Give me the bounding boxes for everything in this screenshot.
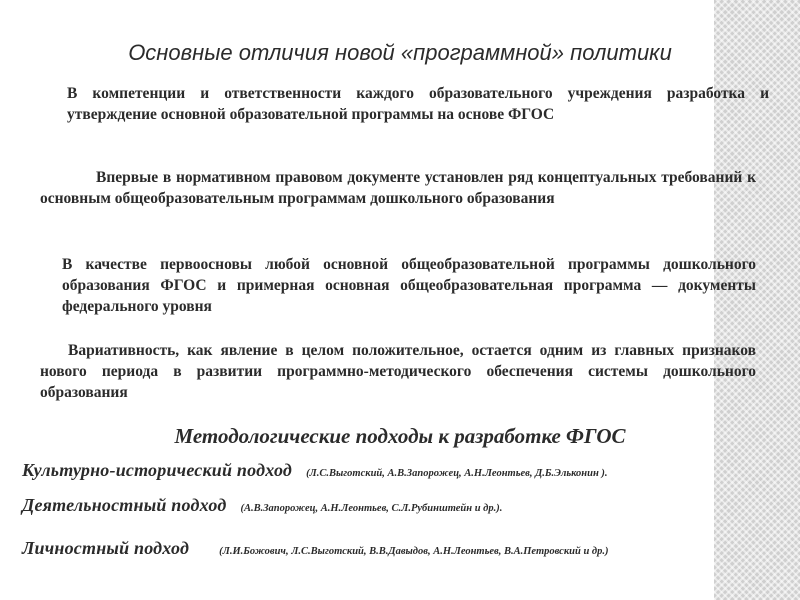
approach-item — [22, 495, 502, 516]
approach-name: Деятельностный подход — [22, 495, 227, 515]
bullet-text: В качестве первоосновы любой основной общеобразовательной программы дошкольного образования ФГОС и примерная основная общеобразовательная программа — документы федерального уровня — [62, 256, 756, 315]
bullet-item — [40, 340, 756, 403]
approach-item — [22, 460, 608, 481]
approach-authors: (Л.С.Выготский, А.В.Запорожец, А.Н.Леонтьев, Д.Б.Эльконин ). — [306, 468, 608, 479]
approach-name: Личностный подход — [22, 538, 190, 558]
approach-authors: (Л.И.Божович, Л.С.Выготский, В.В.Давыдов, А.Н.Леонтьев, В.А.Петровский и др.) — [219, 546, 609, 557]
bullet-item — [62, 254, 756, 317]
bullet-text: Вариативность, как явление в целом положительное, остается одним из главных признаков нового периода в развитии программно-методического обеспечения системы дошкольного образования — [40, 342, 756, 401]
bullet-item — [67, 83, 769, 125]
approach-item — [22, 538, 609, 559]
page-title: Основные отличия новой «программной» политики — [128, 40, 672, 65]
bullet-text: Впервые в нормативном правовом документе установлен ряд концептуальных требований к основным общеобразовательным программам дошкольного образования — [40, 169, 756, 207]
approach-authors: (А.В.Запорожец, А.Н.Леонтьев, С.Л.Рубинштейн и др.). — [240, 503, 503, 514]
bullet-text: В компетенции и ответственности каждого образовательного учреждения разработка и утверждение основной образовательной программы на основе ФГОС — [67, 85, 769, 123]
bullet-item — [40, 167, 756, 209]
approach-name: Культурно-исторический подход — [22, 460, 293, 480]
section-subtitle: Методологические подходы к разработке ФГОС — [174, 424, 626, 448]
